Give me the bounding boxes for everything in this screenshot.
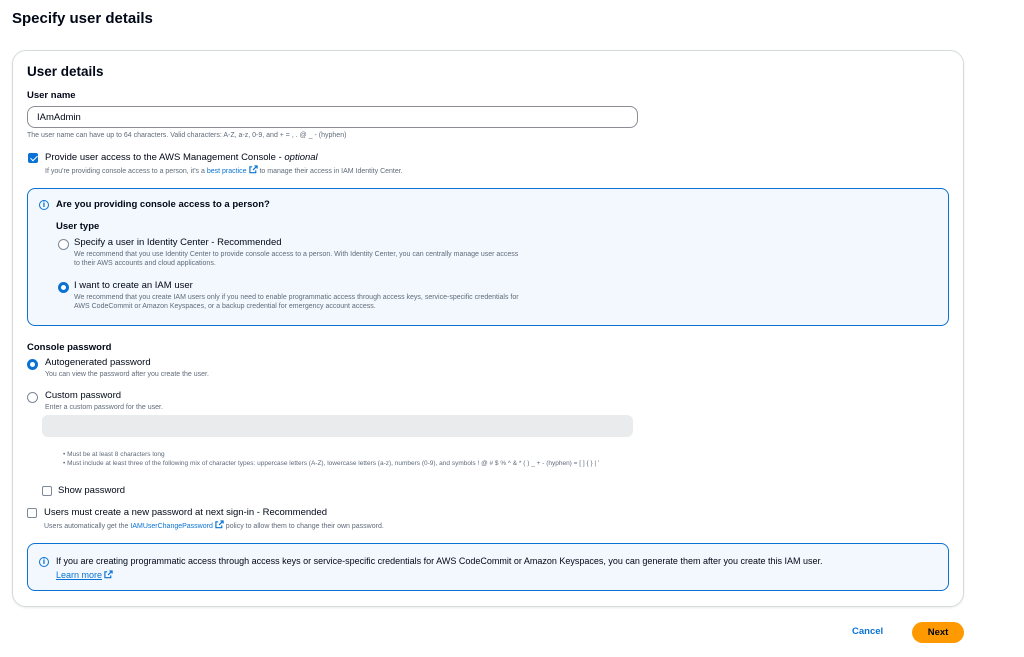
console-access-label-text: Provide user access to the AWS Management Console - xyxy=(45,152,285,163)
custom-password-input[interactable] xyxy=(42,415,633,437)
reset-password-desc-after: policy to allow them to change their own password. xyxy=(223,523,384,530)
page-title: Specify user details xyxy=(12,10,153,27)
reset-password-checkbox[interactable] xyxy=(27,508,37,518)
identity-center-desc-1: We recommend that you use Identity Center to provide console access to a person. With Identity Center, you can centrally manage user access xyxy=(74,251,519,258)
iam-user-desc-2: AWS CodeCommit or Amazon Keyspaces, or a backup credential for emergency account access. xyxy=(74,303,376,310)
console-access-desc-after: to manage their access in IAM Identity Center. xyxy=(257,168,403,175)
section-title: User details xyxy=(27,64,104,79)
next-button[interactable]: Next xyxy=(912,622,964,643)
reset-password-description xyxy=(44,520,384,531)
autogenerated-password-desc: You can view the password after you create the user. xyxy=(45,371,209,378)
password-rule: • Must include at least three of the following mix of character types: uppercase letters (A-Z), lowercase letters (a-z), numbers (0-9), and symbols ! @ # $ % ^ & * ( ) _ + - (hyphen) = [ ] { } | ' xyxy=(63,460,599,469)
learn-more-wrapper[interactable] xyxy=(56,570,113,580)
password-rule: • Must be at least 8 characters long xyxy=(63,451,599,460)
info-icon: i xyxy=(39,200,49,210)
programmatic-access-info-box xyxy=(27,543,949,591)
person-box-title: Are you providing console access to a person? xyxy=(56,199,270,210)
reset-password-label[interactable]: Users must create a new password at next sign-in - Recommended xyxy=(44,507,328,518)
user-type-label: User type xyxy=(56,221,100,232)
programmatic-access-text: If you are creating programmatic access through access keys or service-specific credentials for AWS CodeCommit or Amazon Keyspaces, you can generate them after you create this IAM user. xyxy=(56,556,823,566)
reset-password-desc-before: Users automatically get the xyxy=(44,523,131,530)
learn-more-link[interactable]: Learn more xyxy=(56,570,103,580)
identity-center-option-label[interactable]: Specify a user in Identity Center - Recommended xyxy=(74,237,282,248)
console-access-description xyxy=(45,165,403,176)
radio-custom-password[interactable] xyxy=(27,392,38,403)
user-name-hint: The user name can have up to 64 characters. Valid characters: A-Z, a-z, 0-9, and + = , . @ _ - (hyphen) xyxy=(27,132,347,139)
user-name-label: User name xyxy=(27,90,76,101)
iam-user-change-password-link[interactable]: IAMUserChangePassword xyxy=(130,523,213,530)
console-access-label[interactable] xyxy=(45,152,318,163)
console-access-person-box xyxy=(27,188,949,326)
radio-autogenerated-password[interactable] xyxy=(27,359,38,370)
external-link-icon xyxy=(104,570,113,579)
console-password-label: Console password xyxy=(27,342,112,353)
best-practice-link[interactable]: best practice xyxy=(206,168,247,175)
autogenerated-password-label[interactable]: Autogenerated password xyxy=(45,357,151,368)
console-access-checkbox[interactable] xyxy=(28,153,38,163)
show-password-checkbox[interactable] xyxy=(42,486,52,496)
info-icon: i xyxy=(39,557,49,567)
user-name-input[interactable] xyxy=(27,106,638,128)
password-rules-list xyxy=(63,451,599,468)
radio-identity-center[interactable] xyxy=(58,239,69,250)
show-password-label[interactable]: Show password xyxy=(58,485,126,496)
optional-tag: optional xyxy=(284,152,318,163)
external-link-icon xyxy=(215,520,224,529)
cancel-button[interactable]: Cancel xyxy=(852,626,884,637)
radio-iam-user[interactable] xyxy=(58,282,69,293)
external-link-icon xyxy=(249,165,258,174)
iam-user-desc-1: We recommend that you create IAM users only if you need to enable programmatic access through access keys, service-specific credentials for xyxy=(74,294,519,301)
iam-user-option-label[interactable]: I want to create an IAM user xyxy=(74,280,193,291)
identity-center-desc-2: to their AWS accounts and cloud applications. xyxy=(74,260,216,267)
user-details-container xyxy=(12,50,964,607)
custom-password-label[interactable]: Custom password xyxy=(45,390,122,401)
custom-password-desc: Enter a custom password for the user. xyxy=(45,404,163,411)
console-access-desc-before: If you're providing console access to a person, it's a xyxy=(45,168,207,175)
